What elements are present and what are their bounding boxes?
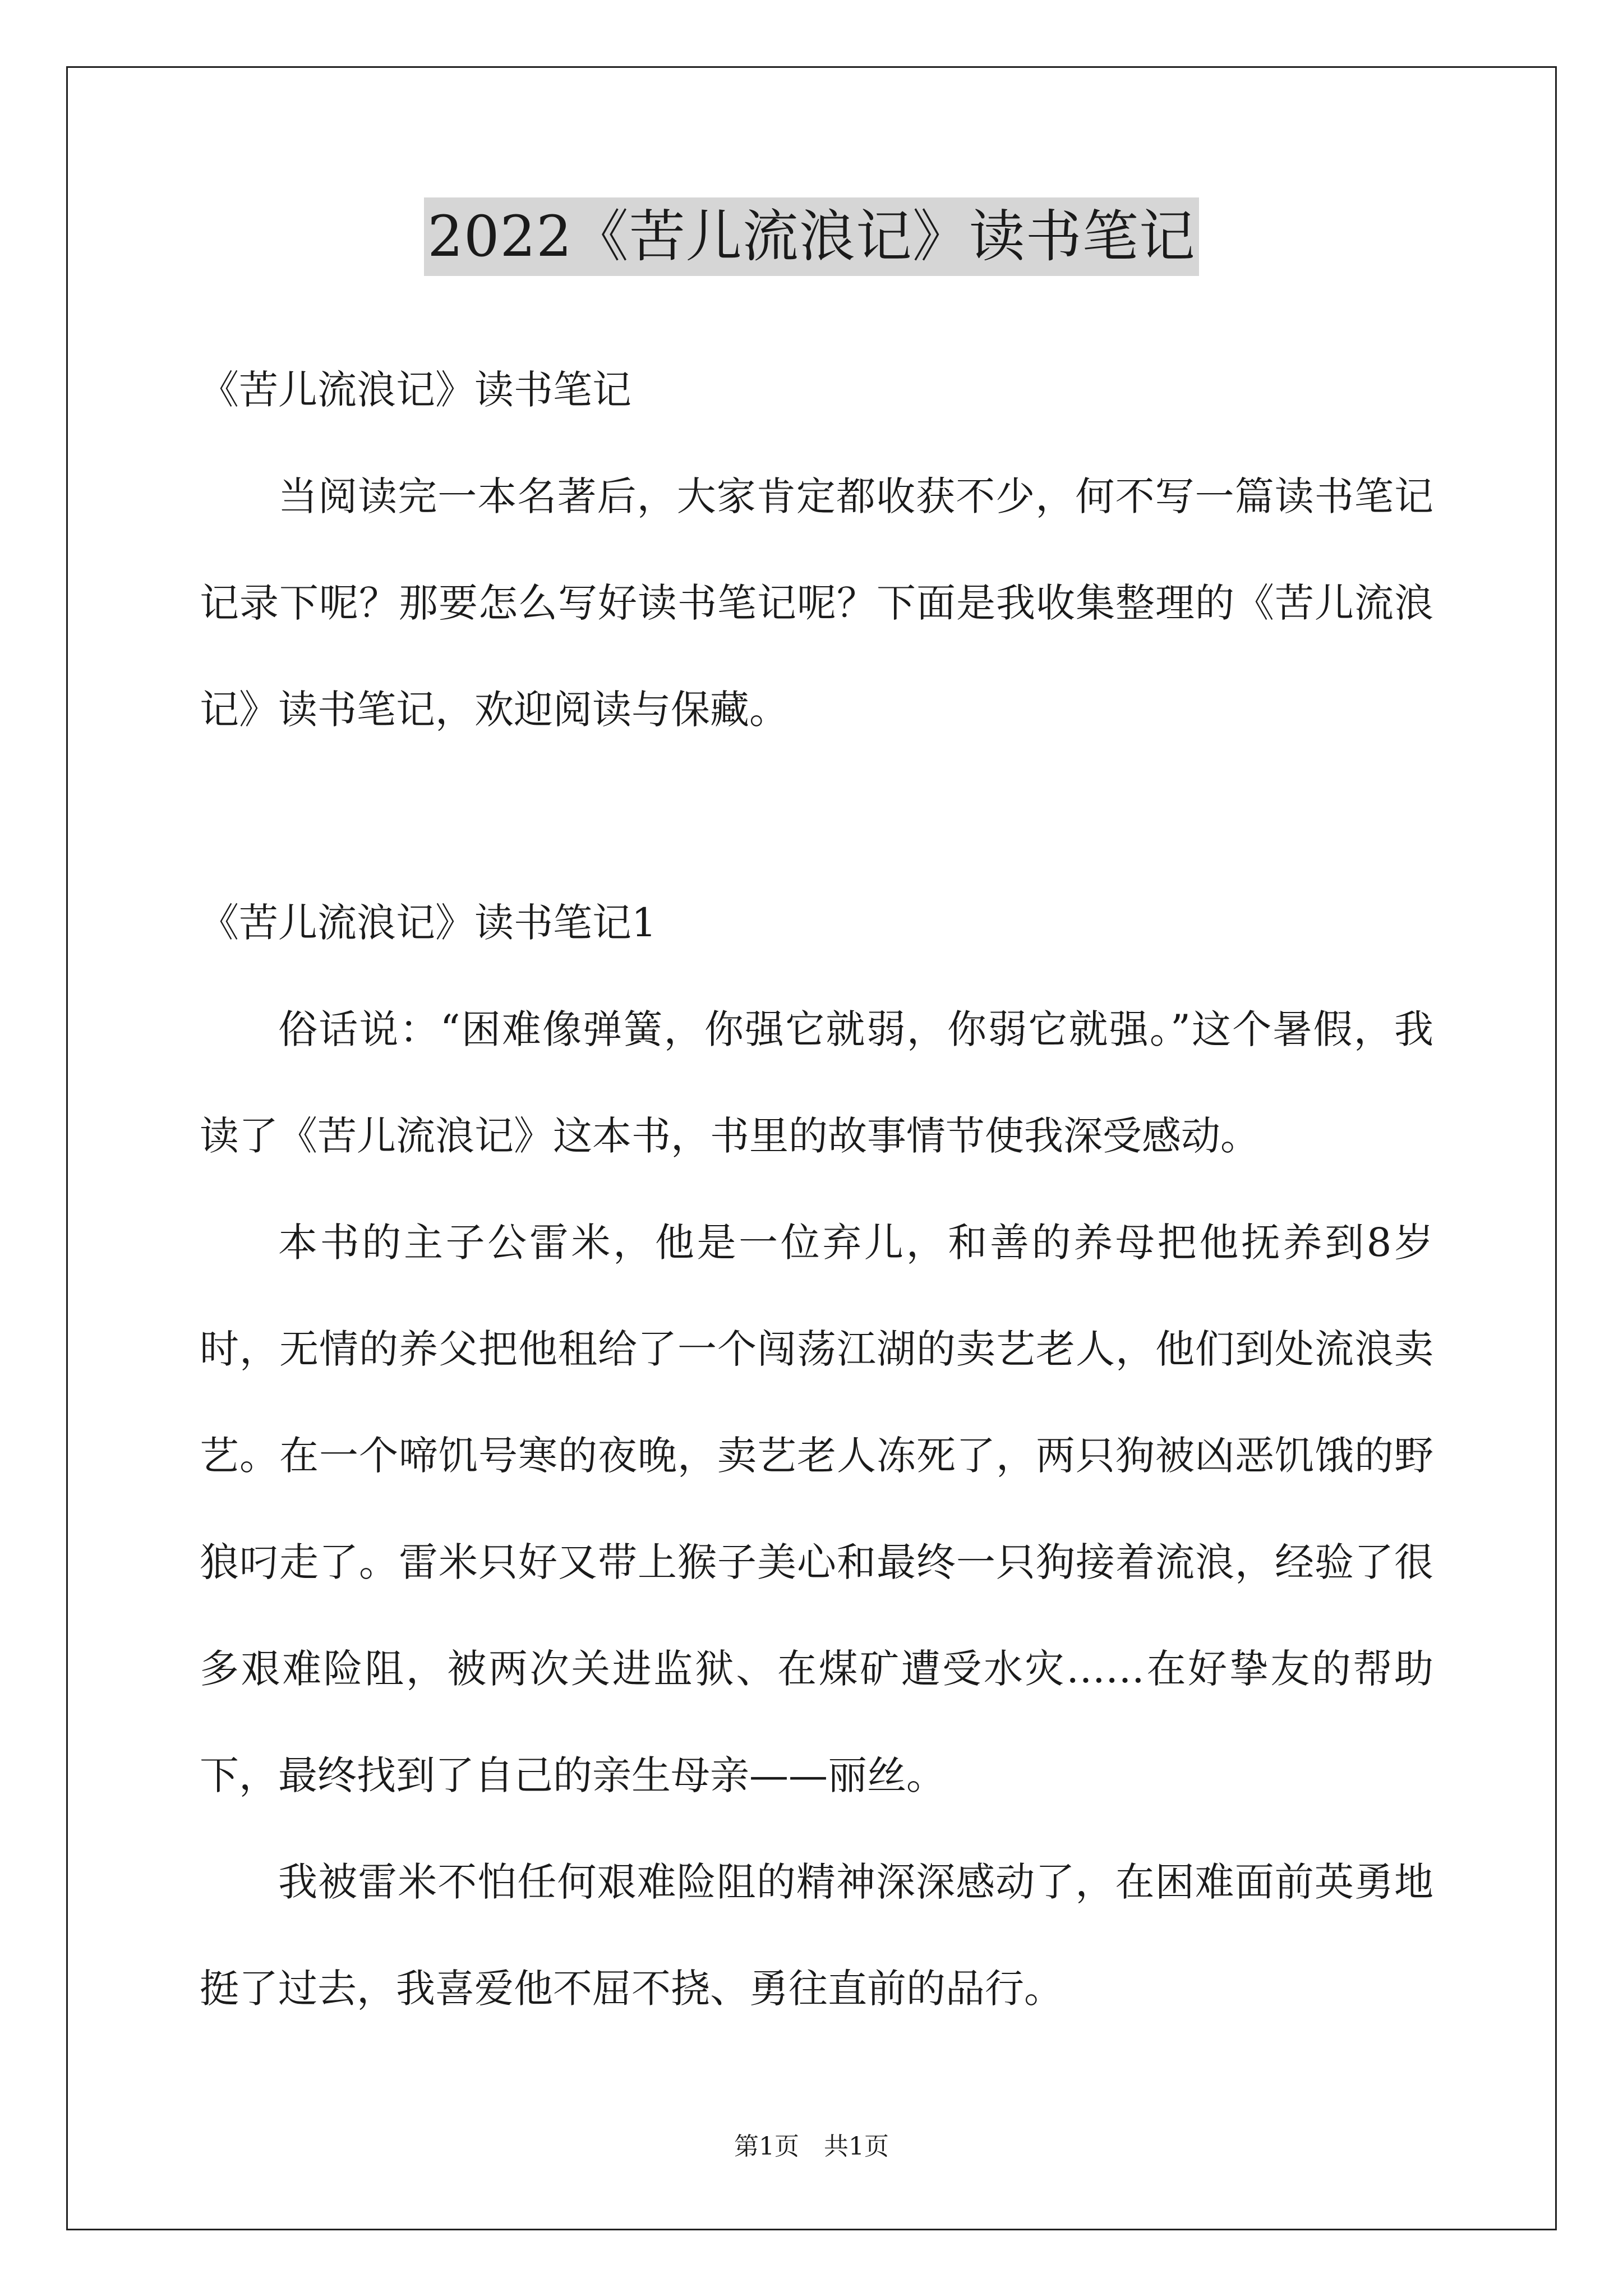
intro-paragraph: 当阅读完一本名著后，大家肯定都收获不少，何不写一篇读书笔记记录下呢？那要怎么写好读书笔记呢？下面是我收集整理的《苦儿流浪记》读书笔记，欢迎阅读与保藏。 bbox=[200, 473, 1433, 733]
section-heading: 《苦儿流浪记》读书笔记1 bbox=[200, 900, 657, 946]
body-paragraph-2: 本书的主子公雷米，他是一位弃儿，和善的养母把他抚养到8岁时，无情的养父把他租给了一个闯荡江湖的卖艺老人，他们到处流浪卖艺。在一个啼饥号寒的夜晚，卖艺老人冻死了，两只狗被凶恶饥饿的野狼叼走了。雷米只好又带上猴子美心和最终一只狗接着流浪，经验了很多艰难险阻，被两次关进监狱、在煤矿遭受水灾……在好挚友的帮助下，最终找到了自己的亲生母亲——丽丝。 bbox=[200, 1220, 1433, 1798]
page-footer: 第1页 共1页 bbox=[734, 2132, 889, 2161]
body-paragraph-1: 俗话说：“困难像弹簧，你强它就弱，你弱它就强。”这个暑假，我读了《苦儿流浪记》这本书，书里的故事情节使我深受感动。 bbox=[200, 1006, 1433, 1159]
body-paragraph-3: 我被雷米不怕任何艰难险阻的精神深深感动了，在困难面前英勇地挺了过去，我喜爱他不屈不挠、勇往直前的品行。 bbox=[200, 1859, 1433, 2012]
document-body bbox=[200, 337, 1433, 2042]
title-container bbox=[0, 197, 1623, 276]
document-title: 2022《苦儿流浪记》读书笔记 bbox=[424, 197, 1199, 276]
spacer bbox=[200, 763, 1433, 869]
subtitle: 《苦儿流浪记》读书笔记 bbox=[200, 367, 631, 413]
